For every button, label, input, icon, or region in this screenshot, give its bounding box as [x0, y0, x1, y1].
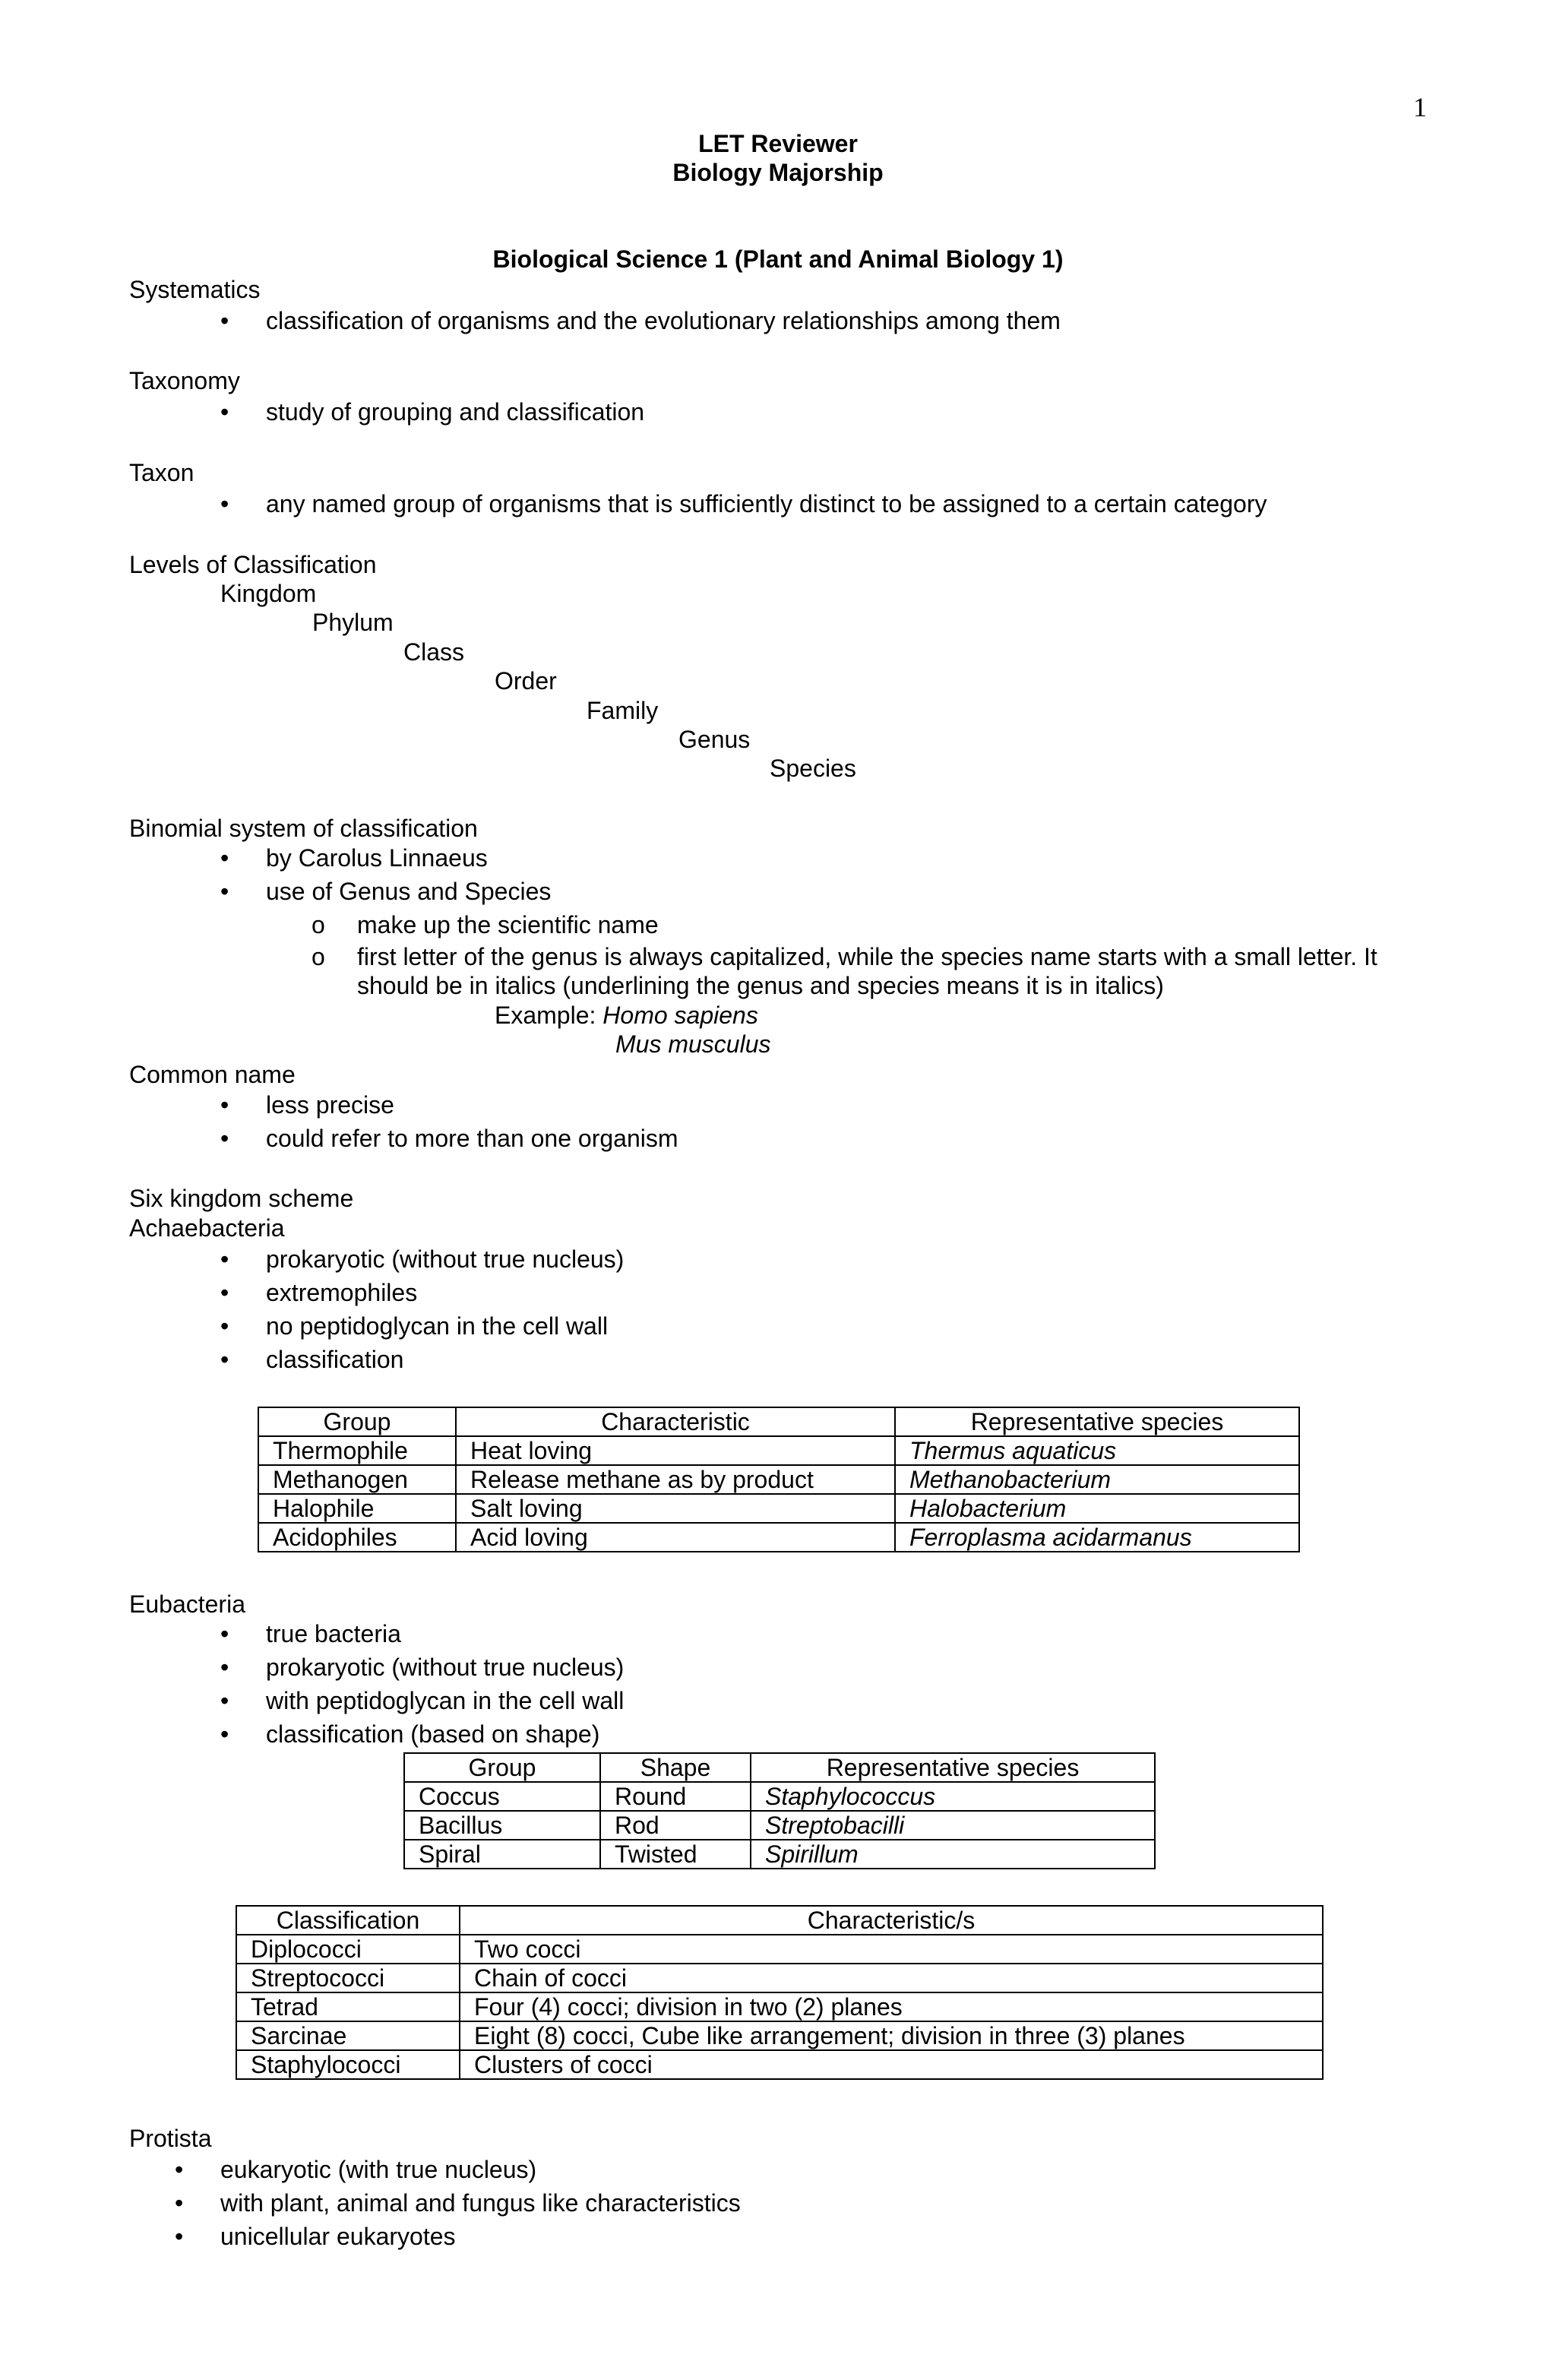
taxonomy-bullets: [220, 397, 644, 431]
table-cell: Streptobacilli: [751, 1811, 1155, 1840]
eubacteria-classification-table: [236, 1905, 1324, 2080]
table-cell: Methanogen: [258, 1465, 456, 1494]
level-kingdom: Kingdom: [220, 580, 317, 607]
common-name-heading: Common name: [129, 1061, 296, 1088]
table-cell: Twisted: [600, 1840, 751, 1869]
table-header-row: [258, 1407, 1299, 1436]
table-header-row: [236, 1906, 1323, 1935]
binomial-bullets: [220, 843, 551, 910]
bullet-item: • no peptidoglycan in the cell wall: [220, 1312, 624, 1345]
bullet-item: • true bacteria: [220, 1619, 624, 1653]
table-header: Shape: [600, 1753, 751, 1782]
sub-bullet-item: o first letter of the genus is always capitalized, while the species name starts with a small letter. It should be in italics (underlining the genus and species means it is in italics): [312, 942, 1436, 1000]
table-row: [404, 1811, 1155, 1840]
achaebacteria-heading: Achaebacteria: [129, 1214, 285, 1242]
eubacteria-shape-table: [403, 1752, 1156, 1869]
taxon-heading: Taxon: [129, 459, 194, 486]
protista-bullets: [175, 2155, 741, 2255]
level-species: Species: [770, 755, 856, 782]
eubacteria-heading: Eubacteria: [129, 1590, 245, 1618]
table-cell: Heat loving: [456, 1436, 895, 1465]
table-row: [236, 2021, 1323, 2050]
table-cell: Sarcinae: [236, 2021, 460, 2050]
table-cell: Coccus: [404, 1782, 600, 1811]
table-cell: Tetrad: [236, 1992, 460, 2021]
bullet-item: • any named group of organisms that is sufficiently distinct to be assigned to a certain category: [220, 489, 1267, 523]
table-header: Representative species: [751, 1753, 1155, 1782]
table-cell: Staphylococcus: [751, 1782, 1155, 1811]
table-cell: Staphylococci: [236, 2050, 460, 2079]
bullet-item: • with peptidoglycan in the cell wall: [220, 1686, 624, 1720]
table-cell: Round: [600, 1782, 751, 1811]
table-header-row: [404, 1753, 1155, 1782]
table-cell: Two cocci: [460, 1935, 1323, 1964]
table-cell: Clusters of cocci: [460, 2050, 1323, 2079]
table-cell: Acidophiles: [258, 1523, 456, 1552]
systematics-heading: Systematics: [129, 276, 261, 303]
table-cell: Eight (8) cocci, Cube like arrangement; division in three (3) planes: [460, 2021, 1323, 2050]
table-row: [236, 1935, 1323, 1964]
systematics-bullets: [220, 306, 1061, 340]
level-phylum: Phylum: [312, 609, 394, 636]
protista-heading: Protista: [129, 2125, 212, 2152]
table-row: [258, 1436, 1299, 1465]
bullet-item: • classification of organisms and the evolutionary relationships among them: [220, 306, 1061, 340]
achaebacteria-bullets: [220, 1245, 624, 1378]
level-family: Family: [587, 697, 659, 724]
table-cell: Chain of cocci: [460, 1964, 1323, 1992]
table-row: [236, 2050, 1323, 2079]
table-row: [258, 1465, 1299, 1494]
table-header: Representative species: [895, 1407, 1299, 1436]
bullet-item: • classification (based on shape): [220, 1720, 624, 1753]
table-row: [404, 1840, 1155, 1869]
table-cell: Thermus aquaticus: [895, 1436, 1299, 1465]
level-order: Order: [495, 667, 557, 695]
table-row: [236, 1964, 1323, 1992]
binomial-heading: Binomial system of classification: [129, 815, 478, 842]
level-genus: Genus: [678, 726, 751, 753]
table-header: Group: [404, 1753, 600, 1782]
table-cell: Diplococci: [236, 1935, 460, 1964]
bullet-item: • less precise: [220, 1090, 678, 1124]
binomial-subbullets: [312, 910, 1436, 1003]
table-cell: Bacillus: [404, 1811, 600, 1840]
section-title: Biological Science 1 (Plant and Animal Biology 1): [492, 245, 1064, 273]
bullet-item: • could refer to more than one organism: [220, 1124, 678, 1157]
bullet-item: • extremophiles: [220, 1278, 624, 1312]
table-cell: Streptococci: [236, 1964, 460, 1992]
eubacteria-bullets: [220, 1619, 624, 1753]
bullet-item: • use of Genus and Species: [220, 877, 551, 910]
table-cell: Four (4) cocci; division in two (2) planes: [460, 1992, 1323, 2021]
table-row: [404, 1782, 1155, 1811]
taxonomy-heading: Taxonomy: [129, 367, 240, 394]
example-label: Example:: [495, 1002, 596, 1029]
bullet-item: • prokaryotic (without true nucleus): [220, 1653, 624, 1686]
sub-bullet-item: o make up the scientific name: [312, 910, 1436, 939]
table-row: [258, 1523, 1299, 1552]
example-line: [495, 1001, 758, 1030]
document-title: LET Reviewer: [698, 130, 858, 157]
bullet-item: • unicellular eukaryotes: [175, 2222, 741, 2255]
bullet-item: • with plant, animal and fungus like characteristics: [175, 2189, 741, 2222]
example-homo-sapiens: Homo sapiens: [602, 1002, 758, 1029]
level-class: Class: [403, 638, 465, 666]
table-cell: Thermophile: [258, 1436, 456, 1465]
table-header: Group: [258, 1407, 456, 1436]
six-kingdom-heading: Six kingdom scheme: [129, 1185, 354, 1212]
table-cell: Methanobacterium: [895, 1465, 1299, 1494]
table-cell: Halophile: [258, 1494, 456, 1523]
table-cell: Spiral: [404, 1840, 600, 1869]
table-header: Characteristic: [456, 1407, 895, 1436]
bullet-item: • classification: [220, 1345, 624, 1378]
common-name-bullets: [220, 1090, 678, 1157]
bullet-item: • prokaryotic (without true nucleus): [220, 1245, 624, 1278]
levels-heading: Levels of Classification: [129, 551, 377, 578]
table-header: Characteristic/s: [460, 1906, 1323, 1935]
table-cell: Spirillum: [751, 1840, 1155, 1869]
bullet-item: • eukaryotic (with true nucleus): [175, 2155, 741, 2189]
table-row: [258, 1494, 1299, 1523]
table-cell: Rod: [600, 1811, 751, 1840]
page-number: 1: [1413, 92, 1427, 122]
table-cell: Ferroplasma acidarmanus: [895, 1523, 1299, 1552]
table-header: Classification: [236, 1906, 460, 1935]
archaebacteria-table: [258, 1407, 1300, 1552]
table-cell: Release methane as by product: [456, 1465, 895, 1494]
bullet-item: • by Carolus Linnaeus: [220, 843, 551, 877]
document-subtitle: Biology Majorship: [672, 159, 884, 186]
example-mus-musculus: Mus musculus: [615, 1030, 771, 1058]
table-row: [236, 1992, 1323, 2021]
taxon-bullets: [220, 489, 1267, 523]
bullet-item: • study of grouping and classification: [220, 397, 644, 431]
table-cell: Halobacterium: [895, 1494, 1299, 1523]
table-cell: Acid loving: [456, 1523, 895, 1552]
table-cell: Salt loving: [456, 1494, 895, 1523]
